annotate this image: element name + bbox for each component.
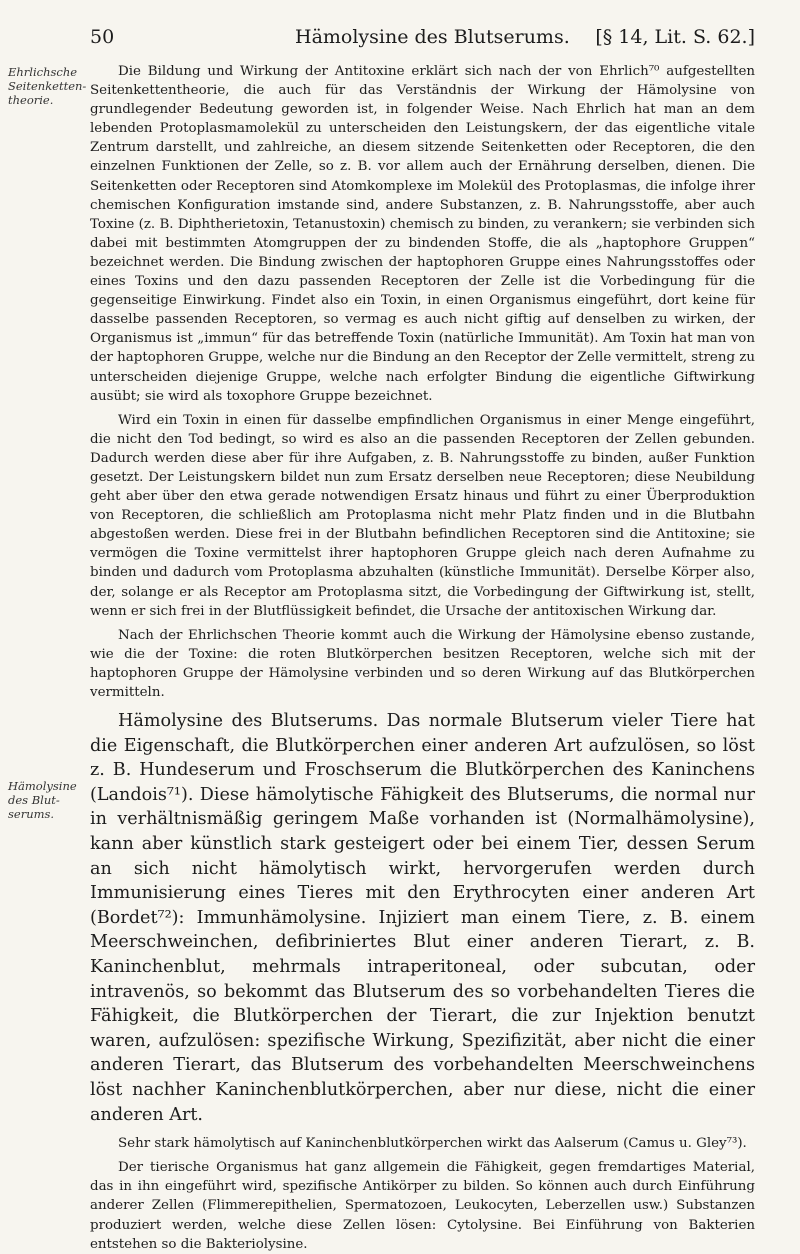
paragraph-haemolysine-des-blutserums: Hämolysine des Blutserums. Das normale Blutserum vieler Tiere hat die Eigenschaft, die Blutkörperchen einer anderen Art aufzulösen, so löst z. B. Hundeserum und Froschserum die Blutkörperchen des Kaninchens (Landois⁷¹). Diese hämolytische Fähigkeit des Blutserums, die normal nur in verhältnismäßig geringem Maße vorhanden ist (Normalhämolysine), kann aber künstlich stark gesteigert oder bei einem Tier, dessen Serum an sich nicht hämolytisch wirkt, hervorgerufen werden durch Immunisierung eines Tieres mit den Erythrocyten einer anderen Art (Bordet⁷²): Immunhämolysine. Injiziert man einem Tiere, z. B. einem Meerschweinchen, defibriniertes Blut einer anderen Tierart, z. B. Kaninchenblut, mehrmals intraperitoneal, oder subcutan, oder intravenös, so bekommt das Blutserum des so vorbehandelten Tieres die Fähigkeit, die Blutkörperchen der Tierart, die zur Injektion benutzt waren, aufzulösen: spezifische Wirkung, Spezifizität, aber nicht die einer anderen Tierart, das Blutserum des vorbehandelten Meerschweinchens löst nachher Kaninchenblutkörperchen, aber nur diese, nicht die einer anderen Art. xyxy=(90,711,755,1125)
paragraph-aalserum: Sehr stark hämolytisch auf Kaninchenblutkörperchen wirkt das Aalserum (Camus u. Gley⁷³). xyxy=(118,1136,747,1152)
margin-note-haemolysine: Hämolysine des Blut-serums. xyxy=(8,779,77,821)
main-text xyxy=(90,62,755,1254)
paragraph-seitenkettentheorie: Die Bildung und Wirkung der Antitoxine erklärt sich nach der von Ehrlich⁷⁰ aufgestellten Seitenkettentheorie, die auch für das Verständnis der Wirkung der Hämolysine von grundlegender Bedeutung geworden ist, in folgender Weise. Nach Ehrlich hat man an dem lebenden Protoplasmamolekül zu unterscheiden den Leistungskern, der das eigentliche vitale Zentrum darstellt, und zahlreiche, an diesem sitzende Seitenketten oder Receptoren, die den einzelnen Funktionen der Zelle, so z. B. vor allem auch der Ernährung derselben, dienen. Die Seitenketten oder Receptoren sind Atomkomplexe im Molekül des Protoplasmas, die infolge ihrer chemischen Konfiguration imstande sind, andere Substanzen, z. B. Nahrungsstoffe, aber auch Toxine (z. B. Diphtherietoxin, Tetanustoxin) chemisch zu binden, zu verankern; sie verbinden sich dabei mit bestimmten Atomgruppen der zu bindenden Stoffe, die als „haptophore Gruppen“ bezeichnet werden. Die Bindung zwischen der haptophoren Gruppe eines Nahrungsstoffes oder eines Toxins und den dazu passenden Receptoren der Zelle ist die Vorbedingung für die gegenseitige Einwirkung. Findet also ein Toxin, in einen Organismus eingeführt, dort keine für dasselbe passenden Receptoren, so vermag es auch nicht giftig auf denselben zu wirken, der Organismus ist „immun“ für das betreffende Toxin (natürliche Immunität). Am Toxin hat man von der haptophoren Gruppe, welche nur die Bindung an den Receptor der Zelle vermittelt, streng zu unterscheiden diejenige Gruppe, welche nach erfolgter Bindung die eigentliche Giftwirkung ausübt; sie wird als toxophore Gruppe bezeichnet. xyxy=(90,64,755,404)
paragraph-ehrlich-haemolysine: Nach der Ehrlichschen Theorie kommt auch die Wirkung der Hämolysine ebenso zustande, wie die der Toxine: die roten Blutkörperchen besitzen Receptoren, welche sich mit der haptophoren Gruppe der Hämolysine verbinden und so deren Wirkung auf das Blutkörperchen vermitteln. xyxy=(90,627,755,700)
paragraph-antikoerper: Der tierische Organismus hat ganz allgemein die Fähigkeit, gegen fremdartiges Material, das in ihn eingeführt wird, spezifische Antikörper zu bilden. So können auch durch Einführung anderer Zellen (Flimmerepithelien, Spermatozoen, Leukocyten, Leberzellen usw.) Substanzen produziert werden, welche diese Zellen lösen: Cytolysine. Bei Einführung von Bakterien entstehen so die Bakteriolysine. xyxy=(90,1160,755,1252)
margin-note-seitenkettentheorie: Ehrlichsche Seitenketten-theorie. xyxy=(8,65,87,107)
running-title: Hämolysine des Blutserums. xyxy=(295,26,570,48)
page-number: 50 xyxy=(90,26,115,48)
paragraph-antitoxine: Wird ein Toxin in einen für dasselbe empfindlichen Organismus in einer Menge eingeführt, die nicht den Tod bedingt, so wird es also an die passenden Receptoren der Zellen gebunden. Dadurch werden diese aber für ihre Aufgaben, z. B. Nahrungsstoffe zu binden, außer Funktion gesetzt. Der Leistungskern bildet nun zum Ersatz derselben neue Receptoren; diese Neubildung geht aber über den etwa gerade notwendigen Ersatz hinaus und führt zu einer Überproduktion von Receptoren, die schließlich am Protoplasma nicht mehr Platz finden und in die Blutbahn abgestoßen werden. Diese frei in der Blutbahn befindlichen Receptoren sind die Antitoxine; sie vermögen die Toxine vermittelst ihrer haptophoren Gruppe gleich nach deren Aufnahme zu binden und dadurch vom Protoplasma abzuhalten (künstliche Immunität). Derselbe Körper also, der, solange er als Receptor am Protoplasma sitzt, die Vorbedingung der Giftwirkung ist, stellt, wenn er sich frei in der Blutflüssigkeit befindet, die Ursache der antitoxischen Wirkung dar. xyxy=(90,412,755,619)
running-header xyxy=(90,26,755,54)
section-reference: [§ 14, Lit. S. 62.] xyxy=(595,26,755,48)
